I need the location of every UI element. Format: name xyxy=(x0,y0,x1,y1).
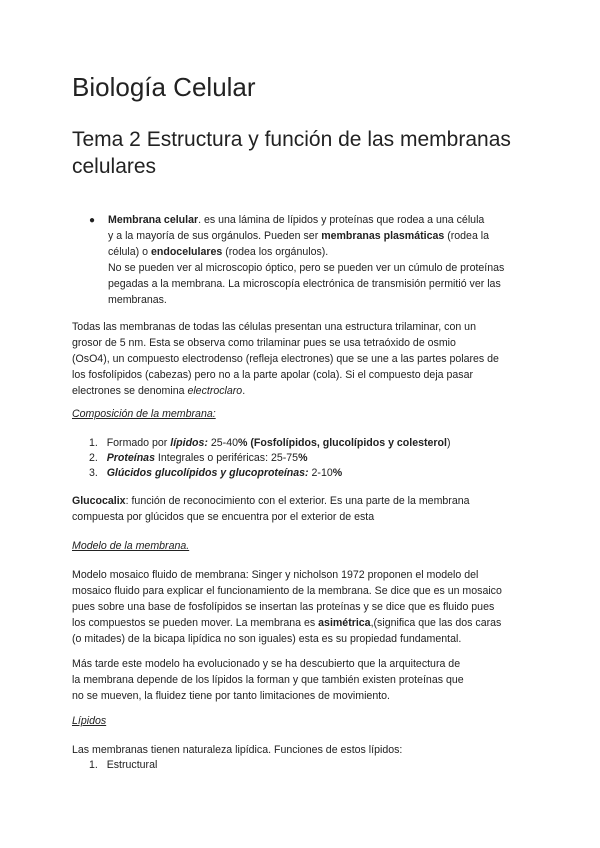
para1-line-2: grosor de 5 nm. Esta se observa como trilaminar pues se usa tetraóxido de osmio xyxy=(72,337,456,349)
bullet-line-1: Membrana celular. es una lámina de lípidos y proteínas que rodea a una célula xyxy=(108,214,485,226)
lipidos-item-1: 1. Estructural xyxy=(89,759,158,771)
glucocalix-line-1: Glucocalix: función de reconocimiento con el exterior. Es una parte de la membrana xyxy=(72,495,470,507)
bullet-line-4: No se pueden ver al microscopio óptico, pero se pueden ver un cúmulo de proteínas xyxy=(108,262,505,274)
glucocalix-line-2: compuesta por glúcidos que se encuentra por el exterior de esta xyxy=(72,511,375,523)
modelo-p1-line-2: mosaico fluido para explicar el funcionamiento de la membrana. Se dice que es un mosaico xyxy=(72,585,502,597)
modelo-p2-line-3: no se mueven, la fluidez tiene por tanto limitaciones de movimiento. xyxy=(72,690,390,702)
modelo-p2-line-2: la membrana depende de los lípidos la forman y que también existen proteínas que xyxy=(72,674,464,686)
document-subtitle: Tema 2 Estructura y función de las membranas celulares xyxy=(72,128,511,178)
modelo-p1-line-3: pues sobre una base de fosfolípidos se insertan las proteínas y se dice que es fluido pues xyxy=(72,601,495,613)
document-title: Biología Celular xyxy=(72,72,256,102)
para1-line-3: (OsO4), un compuesto electrodenso (refleja electrones) que se une a las partes polares de xyxy=(72,353,499,365)
modelo-p1-line-5: (o mitades) de la bicapa lipídica no son iguales) esta es su propiedad fundamental. xyxy=(72,633,462,645)
para1-line-5: electrones se denomina electroclaro. xyxy=(72,385,246,397)
composicion-item-1: 1. Formado por lípidos: 25-40% (Fosfolípidos, glucolípidos y colesterol) xyxy=(89,437,451,449)
bullet-line-3: célula) o endocelulares (rodea los orgánulos). xyxy=(108,246,329,258)
para1-line-1: Todas las membranas de todas las células presentan una estructura trilaminar, con un xyxy=(72,321,476,333)
bullet-line-2: y a la mayoría de sus orgánulos. Pueden ser membranas plasmáticas (rodea la xyxy=(108,230,490,242)
composicion-item-2: 2. Proteínas Integrales o periféricas: 25-75% xyxy=(89,452,308,464)
modelo-p2-line-1: Más tarde este modelo ha evolucionado y se ha descubierto que la arquitectura de xyxy=(72,658,461,670)
section-heading-modelo: Modelo de la membrana. xyxy=(72,540,190,552)
section-heading-composicion: Composición de la membrana: xyxy=(72,408,216,420)
bullet-line-6: membranas. xyxy=(108,294,167,306)
section-heading-lipidos: Lípidos xyxy=(72,715,107,727)
composicion-item-3: 3. Glúcidos glucolípidos y glucoproteínas: 2-10% xyxy=(89,467,343,479)
modelo-p1-line-4: los compuestos se pueden mover. La membrana es asimétrica,(significa que las dos caras xyxy=(72,617,502,629)
para1-line-4: los fosfolípidos (cabezas) pero no a la parte apolar (cola). Si el compuesto deja pasar xyxy=(72,369,474,381)
modelo-p1-line-1: Modelo mosaico fluido de membrana: Singer y nicholson 1972 proponen el modelo del xyxy=(72,569,479,581)
bullet-line-5: pegadas a la membrana. La microscopía electrónica de transmisión permitió ver las xyxy=(108,278,501,290)
bullet-dot-icon: ● xyxy=(89,215,96,226)
lipidos-intro: Las membranas tienen naturaleza lipídica. Funciones de estos lípidos: xyxy=(72,744,403,756)
